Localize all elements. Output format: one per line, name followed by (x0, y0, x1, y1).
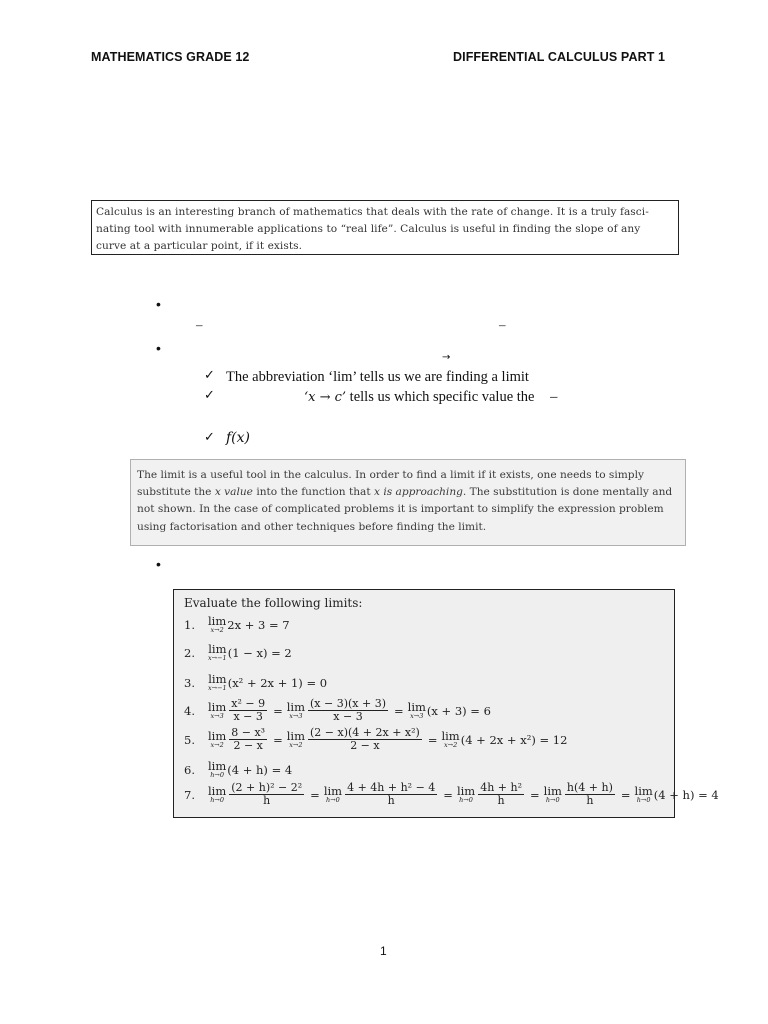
checklist-item-2 (304, 389, 557, 406)
fraction: $\frac{\text{4 + 4h + h² − 4}}{h}$ (347, 781, 436, 807)
limit-note-line-1: The limit is a useful tool in the calculus. In order to find a limit if it exists, one needs to simply (137, 469, 644, 481)
checklist-item-3 (226, 430, 250, 447)
limit-note-line-3: not shown. In the case of complicated problems it is important to simplify the expression problem (137, 503, 664, 516)
example-expression: (4 + h) = 4 (653, 787, 719, 802)
example-number: 7. (184, 787, 195, 802)
example-number: 5. (184, 732, 195, 747)
check-icon-2: ✓ (204, 388, 215, 403)
example-expression: (1 − x) = 2 (227, 646, 292, 660)
limit-operator: lim h→0 (543, 783, 562, 804)
limit-operator: lim x→2 (208, 728, 227, 749)
example-expression: 2x + 3 = 7 (227, 618, 290, 632)
intro-line-1: Calculus is an interesting branch of mathematics that deals with the rate of change. It is a truly fasci- (96, 206, 649, 218)
fraction: $\frac{h(4 + h)}{h}$ (566, 781, 613, 807)
dash-2: – (499, 317, 506, 332)
limit-operator: lim x→2 (286, 728, 305, 749)
limit-operator: lim h→0 (323, 783, 343, 804)
example-row-2 (184, 644, 292, 662)
example-expression: (4 + 2x + x²) = 12 (460, 732, 568, 747)
fraction: $\frac{\text{4h + h²}}{h}$ (480, 781, 522, 807)
limit-operator: lim x→3 (407, 699, 426, 720)
examples-box (173, 589, 719, 818)
dash-1: – (196, 317, 203, 332)
arrow-symbol: → (442, 352, 451, 363)
checklist-item-3-math: f(x) (226, 430, 251, 446)
fraction: $\frac{\text{(2 + h)² − 2²}}{h}$ (231, 781, 303, 807)
check-icon-1: ✓ (204, 368, 215, 383)
limit-operator: lim x→−1 (208, 672, 227, 692)
checklist-item-2-math: ‘x → c’ (304, 390, 347, 405)
intro-line-2: nating tool with innumerable applications to “real life”. Calculus is useful in finding the slope of any (96, 223, 641, 235)
example-expression: (x + 3) = 6 (426, 703, 491, 718)
page-number: 1 (380, 944, 387, 958)
limit-operator: lim h→0 (456, 783, 476, 804)
example-row-4: 4. lim x→3 $\frac{\text{x² − 9}}{x - 3}$ = lim x→3 $\frac{(x - 3)(x + 3)}{x - 3}$ = lim x→3 (x + 3) = 6 (184, 697, 491, 723)
check-icon-3: ✓ (204, 430, 215, 445)
limit-operator: lim x→2 (208, 614, 227, 634)
limit-operator: lim x→2 (441, 728, 460, 749)
bullet-2: • (156, 340, 161, 356)
example-expression: (4 + h) = 4 (227, 763, 293, 777)
limit-note-line-4: using factorisation and other techniques before finding the limit. (137, 520, 487, 533)
bullet-3: • (156, 556, 161, 572)
limit-operator: lim h→0 (208, 759, 227, 779)
example-number: 2. (184, 646, 195, 660)
limit-operator: lim h→0 (634, 783, 653, 804)
examples-title: Evaluate the following limits: (184, 596, 363, 610)
fraction: $\frac{\text{8 − x³}}{2 - x}$ (231, 726, 266, 752)
intro-line-3: curve at a particular point, if it exists. (96, 240, 303, 252)
checklist-item-1: The abbreviation ‘lim’ tells us we are finding a limit (226, 369, 529, 385)
fraction: $\frac{(x - 3)(x + 3)}{x - 3}$ (310, 697, 386, 723)
example-number: 4. (184, 703, 195, 718)
example-number: 6. (184, 763, 195, 777)
example-row-7: 7. lim h→0 $\frac{\text{(2 + h)² − 2²}}{h}$ = lim h→0 $\frac{\text{4 + 4h + h² − 4}}{h}$ = lim h→0 $\frac{\text{4h + h²}}{h}$ = lim h→0 $\frac{h(4 + h)}{h}$ = lim h→0 (4 + h) = 4 (184, 781, 719, 807)
limit-operator: lim h→0 (208, 783, 227, 804)
limit-note-box (130, 459, 686, 546)
example-number: 3. (184, 676, 195, 690)
example-number: 1. (184, 618, 195, 632)
example-row-3 (184, 674, 327, 692)
checklist-item-2-dash: – (550, 389, 558, 405)
limit-note-line-2: substitute the x value into the function that x is approaching. The substitution is done mentally and (137, 486, 673, 499)
fraction: $\frac{\text{(2 − x)(4 + 2x + x²)}}{2 - x}$ (310, 726, 420, 752)
checklist-item-2-text: tells us which specific value the (349, 389, 535, 405)
limit-operator: lim x→3 (286, 699, 305, 720)
example-row-1 (184, 616, 290, 634)
intro-box (91, 200, 679, 255)
example-expression: (x² + 2x + 1) = 0 (227, 676, 328, 690)
bullet-1: • (156, 296, 161, 312)
limit-operator: lim x→3 (208, 699, 227, 720)
header-right-title: DIFFERENTIAL CALCULUS PART 1 (453, 50, 666, 64)
limit-operator: lim x→−1 (208, 642, 227, 662)
example-row-5: 5. lim x→2 $\frac{\text{8 − x³}}{2 - x}$ = lim x→2 $\frac{\text{(2 − x)(4 + 2x + x²)}}{2 - x}$ = lim x→2 (4 + 2x + x²) = 12 (184, 726, 568, 752)
fraction: $\frac{\text{x² − 9}}{x - 3}$ (231, 697, 266, 723)
example-row-6 (184, 761, 292, 779)
header-left-title: MATHEMATICS GRADE 12 (91, 50, 250, 64)
